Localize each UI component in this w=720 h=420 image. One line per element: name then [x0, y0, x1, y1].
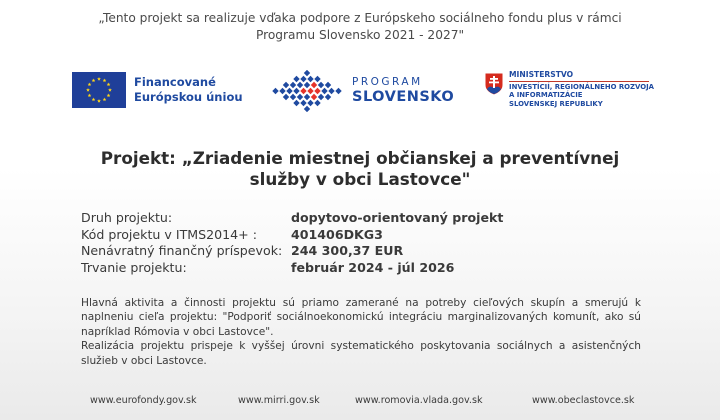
- slovensko-label: SLOVENSKO: [352, 89, 455, 105]
- detail-row: [81, 260, 661, 277]
- ministry-divider: [509, 81, 649, 82]
- ministry-line: SLOVENSKEJ REPUBLIKY: [509, 99, 603, 108]
- description-paragraph: Realizácia projektu prispeje k vyššej úrovni systematického poskytovania sociálnych a asistenčných služieb v obci Lastovce.: [81, 340, 641, 367]
- program-slovensko-icon: [268, 70, 346, 112]
- footer-links: [0, 395, 720, 411]
- eu-logo-line: Európskou úniou: [134, 90, 243, 104]
- title-line: služby v obci Lastovce": [249, 169, 471, 189]
- intro-line: „Tento projekt sa realizuje vďaka podpore z Európskeho sociálneho fondu plus v rámci: [98, 11, 622, 25]
- logo-row: [0, 70, 720, 114]
- detail-row: [81, 243, 661, 260]
- detail-value: február 2024 - júl 2026: [291, 259, 455, 275]
- ministry-line: A INFORMATIZÁCIE: [509, 91, 583, 100]
- footer-link[interactable]: www.eurofondy.gov.sk: [90, 395, 197, 406]
- detail-label: Trvanie projektu:: [81, 259, 187, 275]
- detail-label: Nenávratný finančný príspevok:: [81, 243, 283, 258]
- eu-logo: [72, 72, 243, 108]
- detail-value: 244 300,37 EUR: [291, 243, 404, 258]
- title-line: Projekt: „Zriadenie miestnej občianskej a preventívnej: [100, 148, 620, 168]
- project-title: [60, 148, 660, 190]
- program-label: PROGRAM: [352, 76, 423, 88]
- footer-link[interactable]: www.obeclastovce.sk: [532, 395, 635, 406]
- program-slovensko-text: [352, 76, 454, 106]
- slovak-crest-icon: [484, 72, 504, 96]
- eu-logo-text: [134, 75, 243, 105]
- ministry-line: INVESTÍCIÍ, REGIONÁLNEHO ROZVOJA: [509, 83, 655, 91]
- project-description: [81, 296, 641, 368]
- detail-value: dopytovo-orientovaný projekt: [291, 210, 504, 225]
- ministry-text: [509, 70, 654, 108]
- ministry-logo: [484, 70, 654, 108]
- ministry-line: MINISTERSTVO: [509, 70, 574, 79]
- project-details: [81, 210, 661, 276]
- detail-row: [81, 227, 661, 244]
- intro-line: Programu Slovensko 2021 - 2027": [255, 28, 465, 42]
- detail-label: Kód projektu v ITMS2014+ :: [81, 226, 257, 242]
- description-paragraph: Hlavná aktivita a činnosti projektu sú priamo zamerané na potreby cieľových skupín a smerujú k naplneniu cieľa projektu: "Podporiť sociálnoekonomickú integráciu marginalizovaných komunít, ako sú napríklad Rómovia v obci Lastovce".: [81, 297, 641, 338]
- intro-text: [40, 10, 680, 44]
- eu-logo-line: Financované: [134, 75, 216, 89]
- eu-flag-icon: [72, 72, 126, 108]
- detail-value: 401406DKG3: [291, 226, 383, 242]
- footer-link[interactable]: www.mirri.gov.sk: [238, 395, 320, 406]
- program-slovensko-logo: [268, 70, 454, 112]
- detail-label: Druh projektu:: [81, 210, 173, 225]
- footer-link[interactable]: www.romovia.vlada.gov.sk: [355, 395, 483, 406]
- detail-row: [81, 210, 661, 227]
